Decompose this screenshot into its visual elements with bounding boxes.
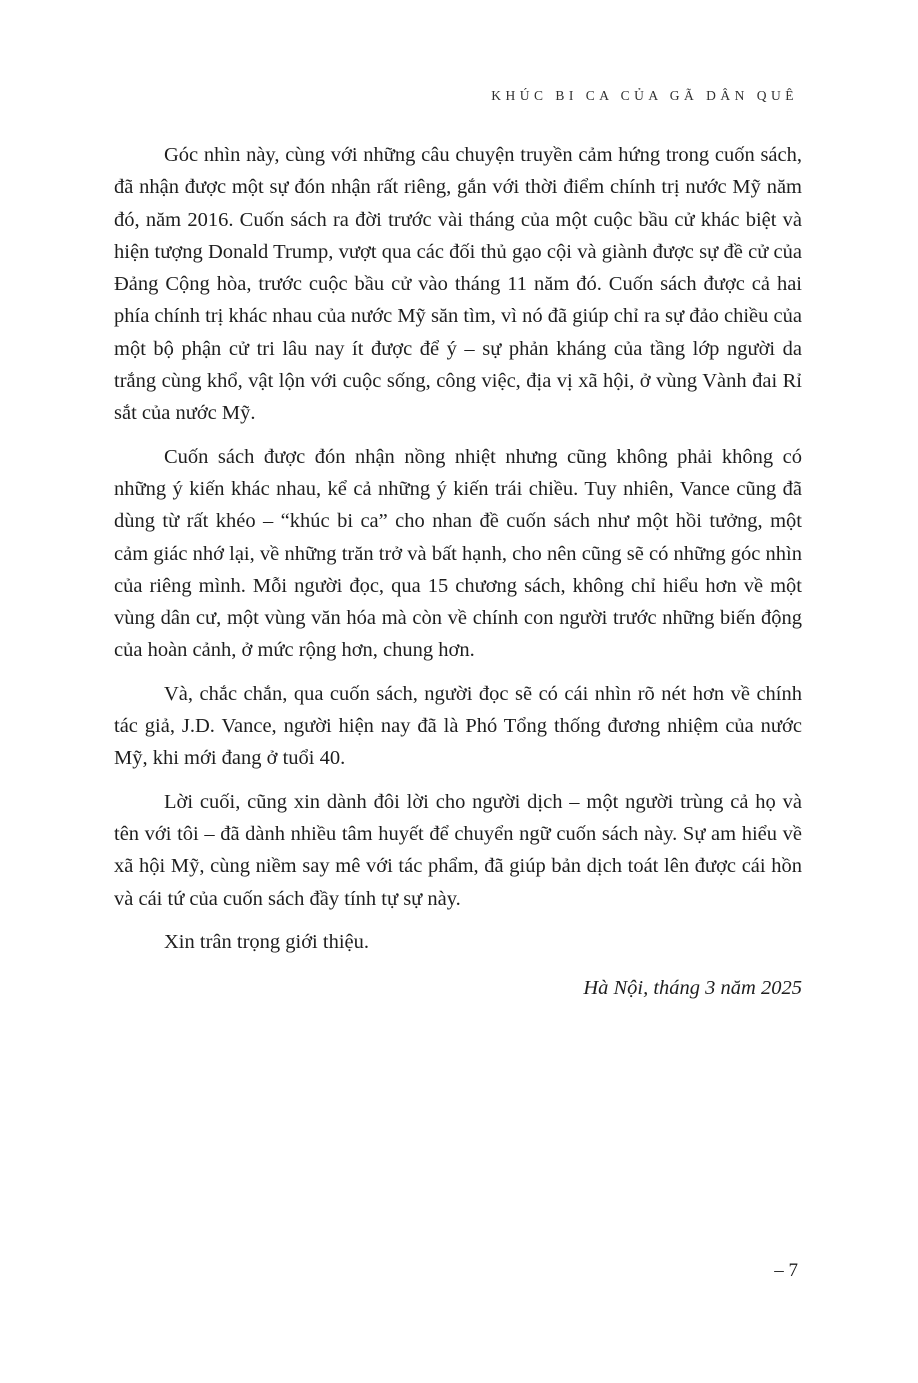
paragraph: Lời cuối, cũng xin dành đôi lời cho người dịch – một người trùng cả họ và tên với tôi – đã dành nhiều tâm huyết để chuyển ngữ cuốn sách này. Sự am hiểu về xã hội Mỹ, cùng niềm say mê với tác phẩm, đã giúp bản dịch toát lên được cái hồn và cái tứ của cuốn sách đầy tính tự sự này. — [114, 790, 802, 910]
sign-off-paragraph: Xin trân trọng giới thiệu. — [164, 930, 369, 953]
paragraph: Góc nhìn này, cùng với những câu chuyện truyền cảm hứng trong cuốn sách, đã nhận được một sự đón nhận rất riêng, gắn với thời điểm chính trị nước Mỹ năm đó, năm 2016. Cuốn sách ra đời trước vài tháng của một cuộc bầu cử khác biệt và hiện tượng Donald Trump, vượt qua các đối thủ gạo cội và giành được sự đề cử của Đảng Cộng hòa, trước cuộc bầu cử vào tháng 11 năm đó. Cuốn sách được cả hai phía chính trị khác nhau của nước Mỹ săn tìm, vì nó đã giúp chỉ ra sự đảo chiều của một bộ phận cử tri lâu nay ít được để ý – sự phản kháng của tầng lớp người da trắng cùng khổ, vật lộn với cuộc sống, công việc, địa vị xã hội, ở vùng Vành đai Rỉ sắt của nước Mỹ. — [114, 144, 802, 425]
paragraph: Cuốn sách được đón nhận nồng nhiệt nhưng cũng không phải không có những ý kiến khác nhau, kể cả những ý kiến trái chiều. Tuy nhiên, Vance cũng đã dùng từ rất khéo – “khúc bi ca” cho nhan đề cuốn sách như một hồi tưởng, một cảm giác nhớ lại, về những trăn trở và bất hạnh, cho nên cũng sẽ có những góc nhìn của riêng mình. Mỗi người đọc, qua 15 chương sách, không chỉ hiểu hơn về một vùng dân cư, một vùng văn hóa mà còn về chính con người trước những biến động của hoàn cảnh, ở mức rộng hơn, chung hơn. — [114, 445, 802, 662]
date-line: Hà Nội, tháng 3 năm 2025 — [583, 977, 802, 1000]
paragraph: Và, chắc chắn, qua cuốn sách, người đọc sẽ có cái nhìn rõ nét hơn về chính tác giả, J.D. Vance, người hiện nay đã là Phó Tổng thống đương nhiệm của nước Mỹ, khi mới đang ở tuổi 40. — [114, 682, 802, 770]
running-head: KHÚC BI CA CỦA GÃ DÂN QUÊ — [491, 88, 798, 103]
page-number: – 7 — [774, 1260, 798, 1281]
page-body — [114, 139, 802, 1004]
